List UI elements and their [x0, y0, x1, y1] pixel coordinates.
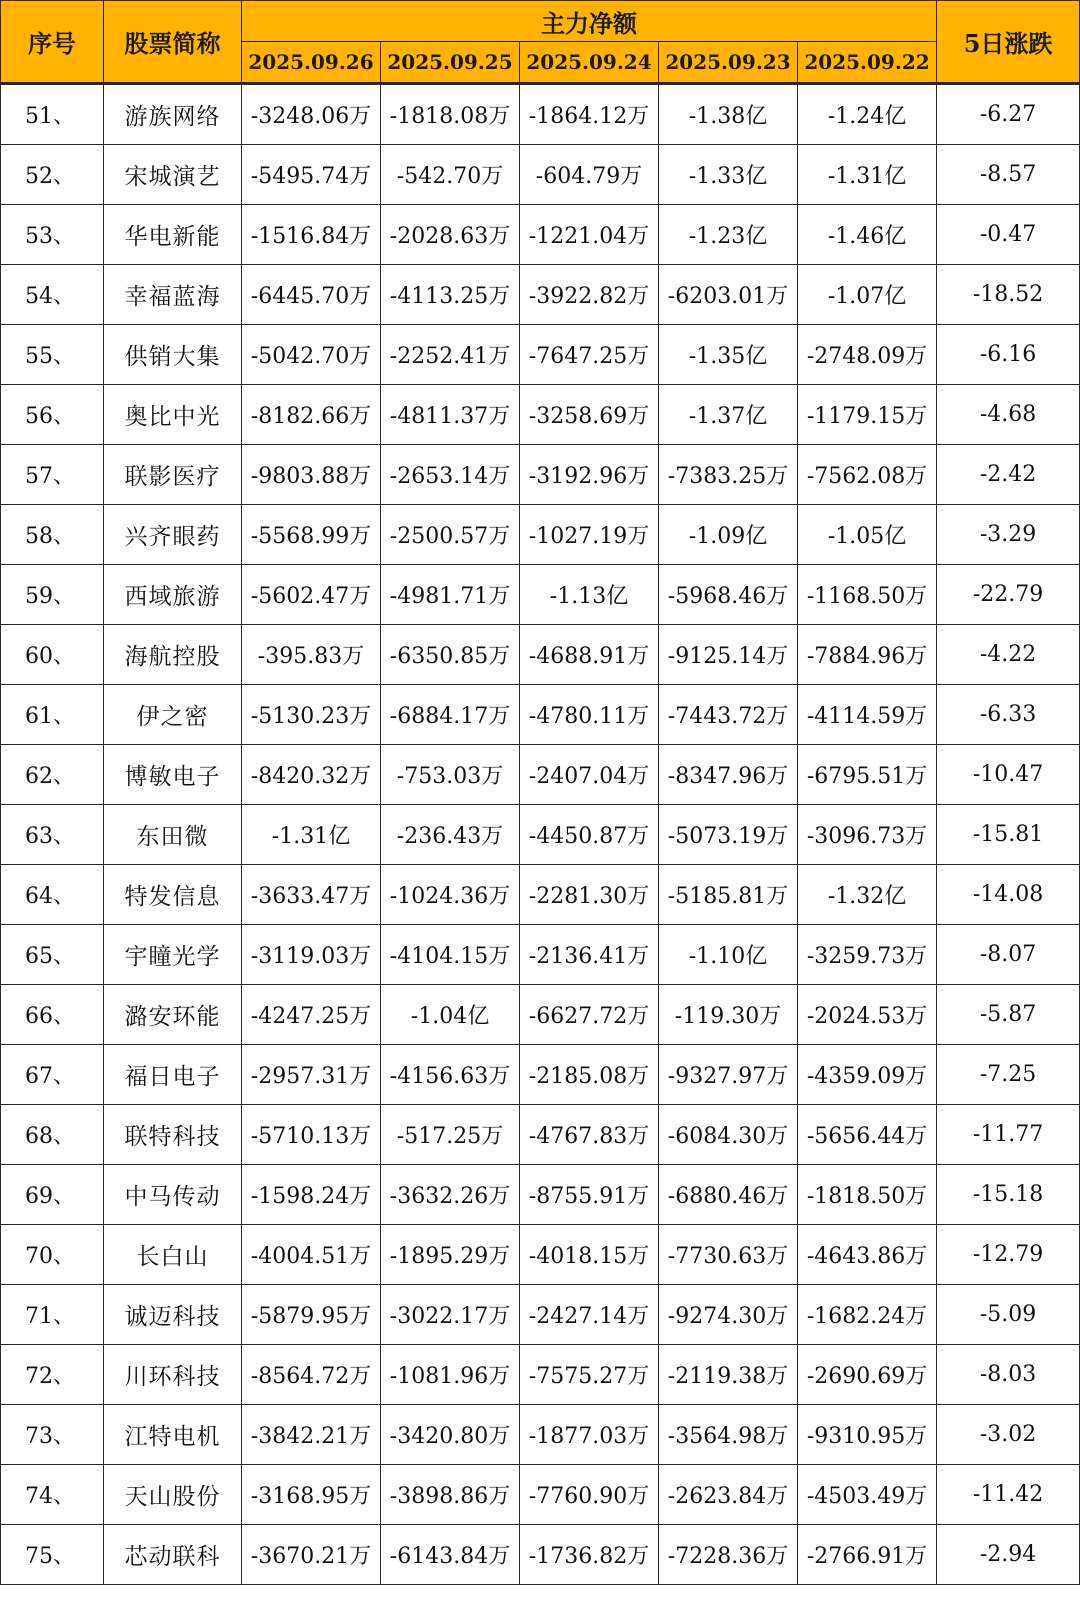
net-flow-value: -2957.31万 — [242, 1045, 381, 1105]
net-flow-value: -2766.91万 — [798, 1525, 937, 1585]
row-index: 60、 — [1, 625, 104, 685]
net-flow-value: -5968.46万 — [659, 565, 798, 625]
table-row — [1, 1165, 1080, 1225]
stock-name: 东田微 — [104, 805, 242, 865]
five-day-change: -3.02 — [937, 1405, 1080, 1465]
five-day-change: -5.09 — [937, 1285, 1080, 1345]
stock-name: 江特电机 — [104, 1405, 242, 1465]
net-flow-value: -604.79万 — [520, 145, 659, 205]
net-flow-value: -7383.25万 — [659, 445, 798, 505]
net-flow-value: -1.24亿 — [798, 84, 937, 145]
table-row — [1, 1105, 1080, 1165]
row-index: 58、 — [1, 505, 104, 565]
net-flow-value: -2136.41万 — [520, 925, 659, 985]
net-flow-value: -1.10亿 — [659, 925, 798, 985]
stock-name: 游族网络 — [104, 84, 242, 145]
net-flow-value: -8420.32万 — [242, 745, 381, 805]
table-row — [1, 325, 1080, 385]
table-row — [1, 685, 1080, 745]
net-flow-value: -9125.14万 — [659, 625, 798, 685]
five-day-change: -8.57 — [937, 145, 1080, 205]
net-flow-value: -5879.95万 — [242, 1285, 381, 1345]
table-row — [1, 1045, 1080, 1105]
net-flow-value: -7228.36万 — [659, 1525, 798, 1585]
row-index: 69、 — [1, 1165, 104, 1225]
stock-name: 幸福蓝海 — [104, 265, 242, 325]
net-flow-value: -5073.19万 — [659, 805, 798, 865]
row-index: 61、 — [1, 685, 104, 745]
net-flow-value: -2024.53万 — [798, 985, 937, 1045]
net-flow-value: -6143.84万 — [381, 1525, 520, 1585]
net-flow-value: -4503.49万 — [798, 1465, 937, 1525]
net-flow-value: -6884.17万 — [381, 685, 520, 745]
net-flow-value: -753.03万 — [381, 745, 520, 805]
five-day-change: -4.68 — [937, 385, 1080, 445]
net-flow-value: -3022.17万 — [381, 1285, 520, 1345]
net-flow-value: -1179.15万 — [798, 385, 937, 445]
net-flow-value: -3258.69万 — [520, 385, 659, 445]
five-day-change: -14.08 — [937, 865, 1080, 925]
net-flow-value: -7575.27万 — [520, 1345, 659, 1405]
net-flow-value: -1.38亿 — [659, 84, 798, 145]
net-flow-value: -8564.72万 — [242, 1345, 381, 1405]
table-row — [1, 1405, 1080, 1465]
net-flow-value: -7647.25万 — [520, 325, 659, 385]
five-day-change: -22.79 — [937, 565, 1080, 625]
table-row — [1, 1465, 1080, 1525]
stock-name: 华电新能 — [104, 205, 242, 265]
net-flow-value: -7562.08万 — [798, 445, 937, 505]
net-flow-value: -1.05亿 — [798, 505, 937, 565]
net-flow-value: -2623.84万 — [659, 1465, 798, 1525]
header-date: 2025.09.25 — [381, 42, 520, 84]
net-flow-value: -1682.24万 — [798, 1285, 937, 1345]
table-row — [1, 625, 1080, 685]
net-flow-value: -6627.72万 — [520, 985, 659, 1045]
net-flow-value: -1.31亿 — [242, 805, 381, 865]
net-flow-value: -1.37亿 — [659, 385, 798, 445]
table-row — [1, 84, 1080, 145]
row-index: 67、 — [1, 1045, 104, 1105]
net-flow-value: -236.43万 — [381, 805, 520, 865]
stock-name: 伊之密 — [104, 685, 242, 745]
row-index: 62、 — [1, 745, 104, 805]
stock-name: 宇瞳光学 — [104, 925, 242, 985]
net-flow-value: -4780.11万 — [520, 685, 659, 745]
five-day-change: -11.42 — [937, 1465, 1080, 1525]
net-flow-value: -1.04亿 — [381, 985, 520, 1045]
table-row — [1, 145, 1080, 205]
five-day-change: -4.22 — [937, 625, 1080, 685]
net-flow-value: -4247.25万 — [242, 985, 381, 1045]
row-index: 65、 — [1, 925, 104, 985]
net-flow-value: -1818.50万 — [798, 1165, 937, 1225]
net-flow-value: -9310.95万 — [798, 1405, 937, 1465]
net-flow-value: -4359.09万 — [798, 1045, 937, 1105]
net-flow-value: -4104.15万 — [381, 925, 520, 985]
five-day-change: -8.07 — [937, 925, 1080, 985]
row-index: 55、 — [1, 325, 104, 385]
table-row — [1, 205, 1080, 265]
table-row — [1, 565, 1080, 625]
net-flow-value: -1.23亿 — [659, 205, 798, 265]
net-flow-value: -9274.30万 — [659, 1285, 798, 1345]
row-index: 74、 — [1, 1465, 104, 1525]
net-flow-value: -4114.59万 — [798, 685, 937, 745]
five-day-change: -0.47 — [937, 205, 1080, 265]
five-day-change: -11.77 — [937, 1105, 1080, 1165]
table-row — [1, 1225, 1080, 1285]
net-flow-value: -4004.51万 — [242, 1225, 381, 1285]
net-flow-value: -6795.51万 — [798, 745, 937, 805]
table-row — [1, 505, 1080, 565]
net-flow-value: -395.83万 — [242, 625, 381, 685]
row-index: 51、 — [1, 84, 104, 145]
net-flow-value: -4688.91万 — [520, 625, 659, 685]
net-flow-value: -8182.66万 — [242, 385, 381, 445]
five-day-change: -5.87 — [937, 985, 1080, 1045]
stock-name: 西域旅游 — [104, 565, 242, 625]
net-flow-value: -8347.96万 — [659, 745, 798, 805]
row-index: 59、 — [1, 565, 104, 625]
net-flow-value: -7760.90万 — [520, 1465, 659, 1525]
net-flow-value: -1221.04万 — [520, 205, 659, 265]
net-flow-value: -8755.91万 — [520, 1165, 659, 1225]
net-flow-value: -1168.50万 — [798, 565, 937, 625]
net-flow-value: -6203.01万 — [659, 265, 798, 325]
net-flow-value: -5130.23万 — [242, 685, 381, 745]
table-row — [1, 1345, 1080, 1405]
net-flow-value: -2653.14万 — [381, 445, 520, 505]
net-flow-value: -6880.46万 — [659, 1165, 798, 1225]
stock-name: 天山股份 — [104, 1465, 242, 1525]
table-row — [1, 985, 1080, 1045]
stock-name: 海航控股 — [104, 625, 242, 685]
header-date: 2025.09.24 — [520, 42, 659, 84]
five-day-change: -6.33 — [937, 685, 1080, 745]
net-flow-value: -5710.13万 — [242, 1105, 381, 1165]
net-flow-value: -1024.36万 — [381, 865, 520, 925]
net-flow-value: -3633.47万 — [242, 865, 381, 925]
net-flow-value: -2690.69万 — [798, 1345, 937, 1405]
five-day-change: -15.81 — [937, 805, 1080, 865]
table-row — [1, 1525, 1080, 1585]
header-net-flow-group: 主力净额 — [242, 1, 937, 42]
five-day-change: -8.03 — [937, 1345, 1080, 1405]
net-flow-value: -2119.38万 — [659, 1345, 798, 1405]
row-index: 75、 — [1, 1525, 104, 1585]
stock-name: 潞安环能 — [104, 985, 242, 1045]
five-day-change: -2.42 — [937, 445, 1080, 505]
net-flow-value: -9327.97万 — [659, 1045, 798, 1105]
table-row — [1, 745, 1080, 805]
header-5day-change: 5日涨跌 — [937, 1, 1080, 84]
table-row — [1, 925, 1080, 985]
net-flow-value: -2407.04万 — [520, 745, 659, 805]
net-flow-value: -1516.84万 — [242, 205, 381, 265]
net-flow-value: -2500.57万 — [381, 505, 520, 565]
net-flow-value: -1.31亿 — [798, 145, 937, 205]
net-flow-value: -542.70万 — [381, 145, 520, 205]
net-flow-value: -4981.71万 — [381, 565, 520, 625]
table-row — [1, 1285, 1080, 1345]
header-date: 2025.09.26 — [242, 42, 381, 84]
net-flow-value: -1027.19万 — [520, 505, 659, 565]
row-index: 71、 — [1, 1285, 104, 1345]
row-index: 68、 — [1, 1105, 104, 1165]
stock-name: 芯动联科 — [104, 1525, 242, 1585]
net-flow-value: -3259.73万 — [798, 925, 937, 985]
stock-name: 奥比中光 — [104, 385, 242, 445]
net-flow-value: -1818.08万 — [381, 84, 520, 145]
five-day-change: -2.94 — [937, 1525, 1080, 1585]
net-flow-value: -3670.21万 — [242, 1525, 381, 1585]
net-flow-value: -3248.06万 — [242, 84, 381, 145]
five-day-change: -7.25 — [937, 1045, 1080, 1105]
net-flow-value: -7884.96万 — [798, 625, 937, 685]
net-flow-value: -4113.25万 — [381, 265, 520, 325]
net-flow-value: -517.25万 — [381, 1105, 520, 1165]
stock-name: 中马传动 — [104, 1165, 242, 1225]
net-flow-value: -7730.63万 — [659, 1225, 798, 1285]
net-flow-value: -4767.83万 — [520, 1105, 659, 1165]
net-flow-value: -3898.86万 — [381, 1465, 520, 1525]
net-flow-value: -5602.47万 — [242, 565, 381, 625]
row-index: 63、 — [1, 805, 104, 865]
net-flow-value: -2427.14万 — [520, 1285, 659, 1345]
net-flow-value: -2748.09万 — [798, 325, 937, 385]
net-flow-value: -3632.26万 — [381, 1165, 520, 1225]
net-flow-value: -3842.21万 — [242, 1405, 381, 1465]
five-day-change: -18.52 — [937, 265, 1080, 325]
row-index: 56、 — [1, 385, 104, 445]
net-flow-value: -1.35亿 — [659, 325, 798, 385]
net-flow-value: -1877.03万 — [520, 1405, 659, 1465]
stock-name: 福日电子 — [104, 1045, 242, 1105]
net-flow-value: -5568.99万 — [242, 505, 381, 565]
net-flow-value: -1895.29万 — [381, 1225, 520, 1285]
net-flow-value: -6350.85万 — [381, 625, 520, 685]
net-flow-value: -4156.63万 — [381, 1045, 520, 1105]
net-flow-value: -5495.74万 — [242, 145, 381, 205]
table-row — [1, 385, 1080, 445]
net-flow-value: -3119.03万 — [242, 925, 381, 985]
table-row — [1, 865, 1080, 925]
row-index: 54、 — [1, 265, 104, 325]
row-index: 52、 — [1, 145, 104, 205]
header-date: 2025.09.22 — [798, 42, 937, 84]
table-body — [1, 84, 1080, 1585]
net-flow-value: -5656.44万 — [798, 1105, 937, 1165]
net-flow-value: -1081.96万 — [381, 1345, 520, 1405]
row-index: 73、 — [1, 1405, 104, 1465]
stock-name: 特发信息 — [104, 865, 242, 925]
net-flow-value: -1.46亿 — [798, 205, 937, 265]
net-flow-value: -1.07亿 — [798, 265, 937, 325]
stock-name: 长白山 — [104, 1225, 242, 1285]
row-index: 64、 — [1, 865, 104, 925]
net-flow-value: -3922.82万 — [520, 265, 659, 325]
net-flow-value: -4643.86万 — [798, 1225, 937, 1285]
net-flow-value: -1.32亿 — [798, 865, 937, 925]
net-flow-value: -4018.15万 — [520, 1225, 659, 1285]
net-flow-value: -1.09亿 — [659, 505, 798, 565]
net-flow-value: -5185.81万 — [659, 865, 798, 925]
stock-name: 宋城演艺 — [104, 145, 242, 205]
header-index: 序号 — [1, 1, 104, 84]
net-flow-value: -3168.95万 — [242, 1465, 381, 1525]
net-flow-value: -5042.70万 — [242, 325, 381, 385]
net-flow-value: -3192.96万 — [520, 445, 659, 505]
net-flow-value: -1.33亿 — [659, 145, 798, 205]
stock-name: 联特科技 — [104, 1105, 242, 1165]
header-date: 2025.09.23 — [659, 42, 798, 84]
net-flow-value: -2252.41万 — [381, 325, 520, 385]
net-flow-value: -3564.98万 — [659, 1405, 798, 1465]
stock-name: 诚迈科技 — [104, 1285, 242, 1345]
net-flow-value: -6445.70万 — [242, 265, 381, 325]
five-day-change: -12.79 — [937, 1225, 1080, 1285]
five-day-change: -10.47 — [937, 745, 1080, 805]
five-day-change: -3.29 — [937, 505, 1080, 565]
net-flow-value: -2028.63万 — [381, 205, 520, 265]
net-flow-value: -7443.72万 — [659, 685, 798, 745]
stock-name: 川环科技 — [104, 1345, 242, 1405]
net-flow-value: -9803.88万 — [242, 445, 381, 505]
stock-name: 博敏电子 — [104, 745, 242, 805]
five-day-change: -6.16 — [937, 325, 1080, 385]
net-flow-value: -6084.30万 — [659, 1105, 798, 1165]
net-flow-value: -4450.87万 — [520, 805, 659, 865]
net-flow-value: -2281.30万 — [520, 865, 659, 925]
net-flow-value: -1598.24万 — [242, 1165, 381, 1225]
net-flow-value: -3420.80万 — [381, 1405, 520, 1465]
five-day-change: -6.27 — [937, 84, 1080, 145]
row-index: 66、 — [1, 985, 104, 1045]
net-flow-value: -1736.82万 — [520, 1525, 659, 1585]
row-index: 57、 — [1, 445, 104, 505]
table-row — [1, 265, 1080, 325]
row-index: 70、 — [1, 1225, 104, 1285]
net-flow-value: -4811.37万 — [381, 385, 520, 445]
table-row — [1, 445, 1080, 505]
header-stock-name: 股票简称 — [104, 1, 242, 84]
table-row — [1, 805, 1080, 865]
five-day-change: -15.18 — [937, 1165, 1080, 1225]
net-flow-value: -1.13亿 — [520, 565, 659, 625]
net-flow-value: -3096.73万 — [798, 805, 937, 865]
net-flow-value: -119.30万 — [659, 985, 798, 1045]
stock-name: 兴齐眼药 — [104, 505, 242, 565]
stock-name: 供销大集 — [104, 325, 242, 385]
net-flow-value: -2185.08万 — [520, 1045, 659, 1105]
row-index: 53、 — [1, 205, 104, 265]
row-index: 72、 — [1, 1345, 104, 1405]
net-flow-value: -1864.12万 — [520, 84, 659, 145]
stock-name: 联影医疗 — [104, 445, 242, 505]
